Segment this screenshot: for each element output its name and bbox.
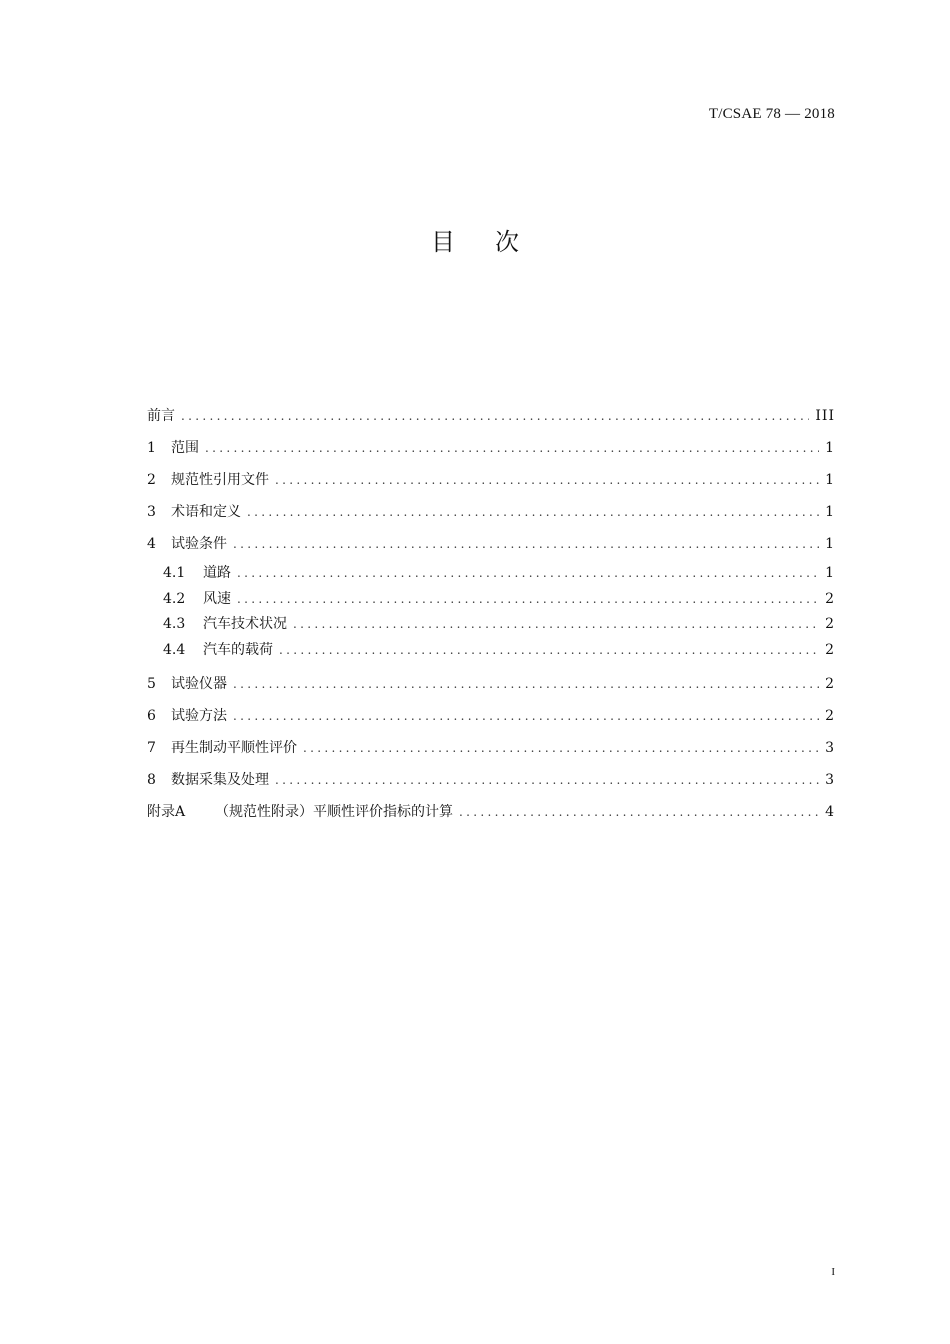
toc-entry-1[interactable] bbox=[147, 434, 835, 466]
toc-entry-number: 7 bbox=[147, 740, 156, 756]
toc-entry-5[interactable] bbox=[147, 670, 835, 702]
page-number: I bbox=[831, 1266, 835, 1278]
toc-entry-text: 试验方法 bbox=[171, 708, 227, 724]
toc-entry-number: 8 bbox=[147, 772, 156, 788]
toc-leader-dots bbox=[275, 466, 819, 494]
toc-leader-dots bbox=[233, 702, 819, 730]
toc-entry-page: 1 bbox=[825, 565, 835, 581]
toc-leader-dots bbox=[205, 434, 819, 462]
toc-entry-text: （规范性附录）平顺性评价指标的计算 bbox=[215, 804, 453, 820]
toc-leader-dots bbox=[279, 639, 819, 661]
toc-entry-3[interactable] bbox=[147, 498, 835, 530]
toc-entry-number: 5 bbox=[147, 676, 156, 692]
toc-entry-page: 1 bbox=[825, 472, 835, 488]
toc-entry-text: 试验仪器 bbox=[171, 676, 227, 692]
toc-entry-preface[interactable] bbox=[147, 402, 835, 434]
toc-entry-page: 2 bbox=[825, 616, 835, 632]
toc-entry-number: 4.2 bbox=[163, 590, 186, 607]
toc-entry-number: 3 bbox=[147, 504, 156, 520]
toc-entry-text: 术语和定义 bbox=[171, 504, 241, 520]
toc-entry-text: 范围 bbox=[171, 440, 199, 456]
toc-leader-dots bbox=[303, 734, 819, 762]
toc-entry-page: 1 bbox=[825, 504, 835, 520]
toc-entry-4-1[interactable] bbox=[147, 562, 835, 588]
toc-entry-page: III bbox=[815, 408, 835, 424]
toc-entry-7[interactable] bbox=[147, 734, 835, 766]
toc-entry-text: 风速 bbox=[203, 590, 231, 607]
page-title: 目次 bbox=[431, 228, 559, 256]
standard-code: T/CSAE 78 — 2018 bbox=[708, 106, 835, 122]
toc-entry-8[interactable] bbox=[147, 766, 835, 798]
toc-entry-page: 2 bbox=[825, 590, 835, 607]
toc-entry-4[interactable] bbox=[147, 530, 835, 562]
toc-entry-page: 1 bbox=[825, 440, 835, 456]
toc-entry-4-4[interactable] bbox=[147, 639, 835, 665]
toc-entry-number: 4.1 bbox=[163, 565, 186, 581]
toc-entry-page: 3 bbox=[825, 772, 835, 788]
toc-entry-page: 2 bbox=[825, 708, 835, 724]
toc-entry-6[interactable] bbox=[147, 702, 835, 734]
toc-leader-dots bbox=[181, 402, 809, 430]
toc-entry-text: 前言 bbox=[147, 408, 175, 424]
toc-leader-dots bbox=[237, 562, 819, 584]
toc-entry-page: 2 bbox=[825, 676, 835, 692]
toc-entry-text: 汽车技术状况 bbox=[203, 616, 287, 632]
toc-entry-number: 4.3 bbox=[163, 616, 186, 632]
toc-entry-page: 2 bbox=[825, 641, 835, 658]
toc-entry-2[interactable] bbox=[147, 466, 835, 498]
toc-entry-number: 4 bbox=[147, 536, 156, 552]
toc-leader-dots bbox=[459, 798, 819, 826]
table-of-contents bbox=[147, 402, 835, 830]
toc-leader-dots bbox=[237, 588, 819, 610]
toc-entry-4-2[interactable] bbox=[147, 588, 835, 614]
toc-leader-dots bbox=[233, 670, 819, 698]
toc-entry-number: 附录A bbox=[147, 804, 186, 820]
toc-entry-text: 试验条件 bbox=[171, 536, 227, 552]
toc-leader-dots bbox=[233, 530, 819, 558]
toc-entry-number: 1 bbox=[147, 440, 156, 456]
toc-leader-dots bbox=[293, 613, 819, 635]
toc-entry-text: 汽车的载荷 bbox=[203, 641, 273, 658]
toc-entry-number: 6 bbox=[147, 708, 156, 724]
toc-entry-4-3[interactable] bbox=[147, 613, 835, 639]
toc-entry-text: 道路 bbox=[203, 565, 231, 581]
toc-entry-page: 3 bbox=[825, 740, 835, 756]
toc-entry-text: 规范性引用文件 bbox=[171, 472, 269, 488]
toc-entry-text: 数据采集及处理 bbox=[171, 772, 269, 788]
toc-leader-dots bbox=[275, 766, 819, 794]
toc-entry-page: 1 bbox=[825, 536, 835, 552]
toc-entry-appendix-a[interactable] bbox=[147, 798, 835, 830]
toc-entry-number: 4.4 bbox=[163, 641, 186, 658]
toc-leader-dots bbox=[247, 498, 819, 526]
toc-entry-page: 4 bbox=[825, 804, 835, 820]
toc-entry-text: 再生制动平顺性评价 bbox=[171, 740, 297, 756]
toc-entry-number: 2 bbox=[147, 472, 156, 488]
